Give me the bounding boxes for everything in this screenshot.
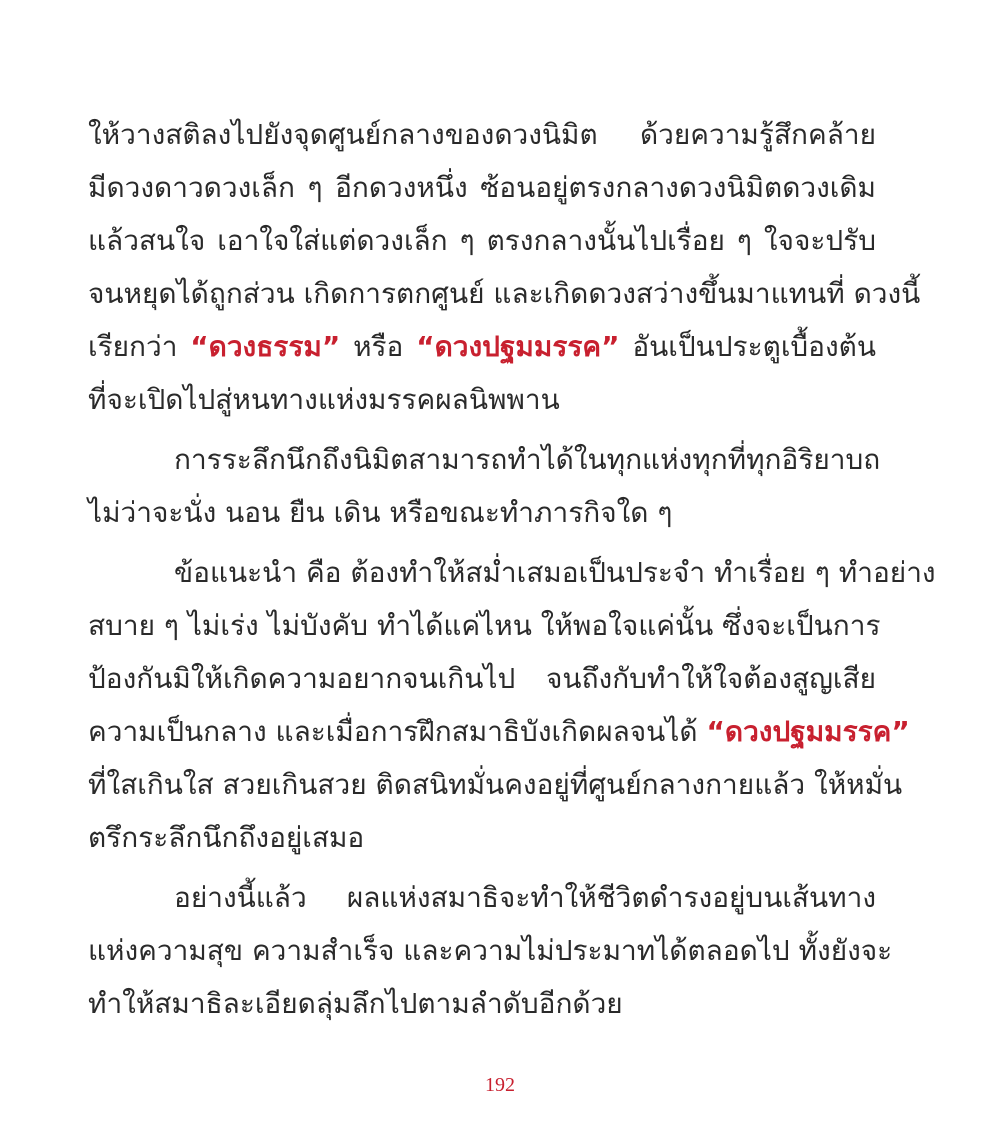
highlighted-term: “ดวงปฐมมรรค” — [706, 715, 910, 748]
text-line — [88, 108, 876, 161]
text-line — [88, 924, 893, 977]
text-line — [88, 161, 876, 214]
text-line — [88, 320, 876, 373]
text-line — [88, 758, 903, 811]
text-span: แล้วสนใจ เอาใจใส่แต่ดวงเล็ก ๆ ตรงกลางนั้นไปเรื่อย ๆ ใจจะปรับ — [88, 224, 876, 257]
text-line — [88, 705, 910, 758]
text-span: ตรึกระลึกนึกถึงอยู่เสมอ — [88, 821, 365, 854]
text-span: สบาย ๆ ไม่เร่ง ไม่บังคับ ทำได้แค่ไหน ให้พอใจแค่นั้น ซึ่งจะเป็นการ — [88, 609, 881, 642]
paragraph-2 — [88, 433, 881, 539]
text-span: ที่จะเปิดไปสู่หนทางแห่งมรรคผลนิพพาน — [88, 383, 560, 416]
text-line — [88, 267, 921, 320]
text-line — [88, 811, 876, 864]
text-line — [88, 546, 936, 599]
text-span: ให้วางสติลงไปยังจุดศูนย์กลางของดวงนิมิต ด้วยความรู้สึกคล้าย — [88, 118, 876, 151]
text-line — [88, 652, 876, 705]
text-span: ที่ใสเกินใส สวยเกินสวย ติดสนิทมั่นคงอยู่ที่ศูนย์กลางกายแล้ว ให้หมั่น — [88, 768, 903, 801]
text-line — [88, 486, 876, 539]
paragraph-1 — [88, 108, 921, 426]
text-line — [88, 373, 876, 426]
text-span: แห่งความสุข ความสำเร็จ และความไม่ประมาทได้ตลอดไป ทั้งยังจะ — [88, 934, 893, 967]
text-span: จนหยุดได้ถูกส่วน เกิดการตกศูนย์ และเกิดดวงสว่างขึ้นมาแทนที่ ดวงนี้ — [88, 277, 921, 310]
text-span: หรือ — [340, 330, 417, 363]
text-line — [88, 433, 881, 486]
text-span: ข้อแนะนำ คือ ต้องทำให้สม่ำเสมอเป็นประจำ ทำเรื่อย ๆ ทำอย่าง — [174, 556, 936, 589]
text-span: ทำให้สมาธิละเอียดลุ่มลึกไปตามลำดับอีกด้วย — [88, 987, 623, 1020]
text-span: อย่างนี้แล้ว ผลแห่งสมาธิจะทำให้ชีวิตดำรงอยู่บนเส้นทาง — [174, 881, 876, 914]
text-span: ความเป็นกลาง และเมื่อการฝึกสมาธิบังเกิดผลจนได้ — [88, 715, 707, 748]
text-span: อันเป็นประตูเบื้องต้น — [619, 330, 876, 363]
text-span: มีดวงดาวดวงเล็ก ๆ อีกดวงหนึ่ง ซ้อนอยู่ตรงกลางดวงนิมิตดวงเดิม — [88, 171, 876, 204]
text-line — [88, 977, 876, 1030]
text-line — [88, 871, 876, 924]
text-span: ป้องกันมิให้เกิดความอยากจนเกินไป จนถึงกับทำให้ใจต้องสูญเสีย — [88, 662, 876, 695]
text-span: เรียกว่า — [88, 330, 191, 363]
page-body — [88, 108, 936, 1030]
highlighted-term: “ดวงปฐมมรรค” — [416, 330, 620, 363]
text-span: ไม่ว่าจะนั่ง นอน ยืน เดิน หรือขณะทำภารกิจใด ๆ — [88, 496, 673, 529]
highlighted-term: “ดวงธรรม” — [190, 330, 341, 363]
page-number: 192 — [485, 1074, 515, 1096]
text-line — [88, 214, 876, 267]
text-line — [88, 599, 881, 652]
text-span: การระลึกนึกถึงนิมิตสามารถทำได้ในทุกแห่งทุกที่ทุกอิริยาบถ — [174, 443, 881, 476]
paragraph-3 — [88, 546, 936, 864]
paragraph-4 — [88, 871, 893, 1030]
